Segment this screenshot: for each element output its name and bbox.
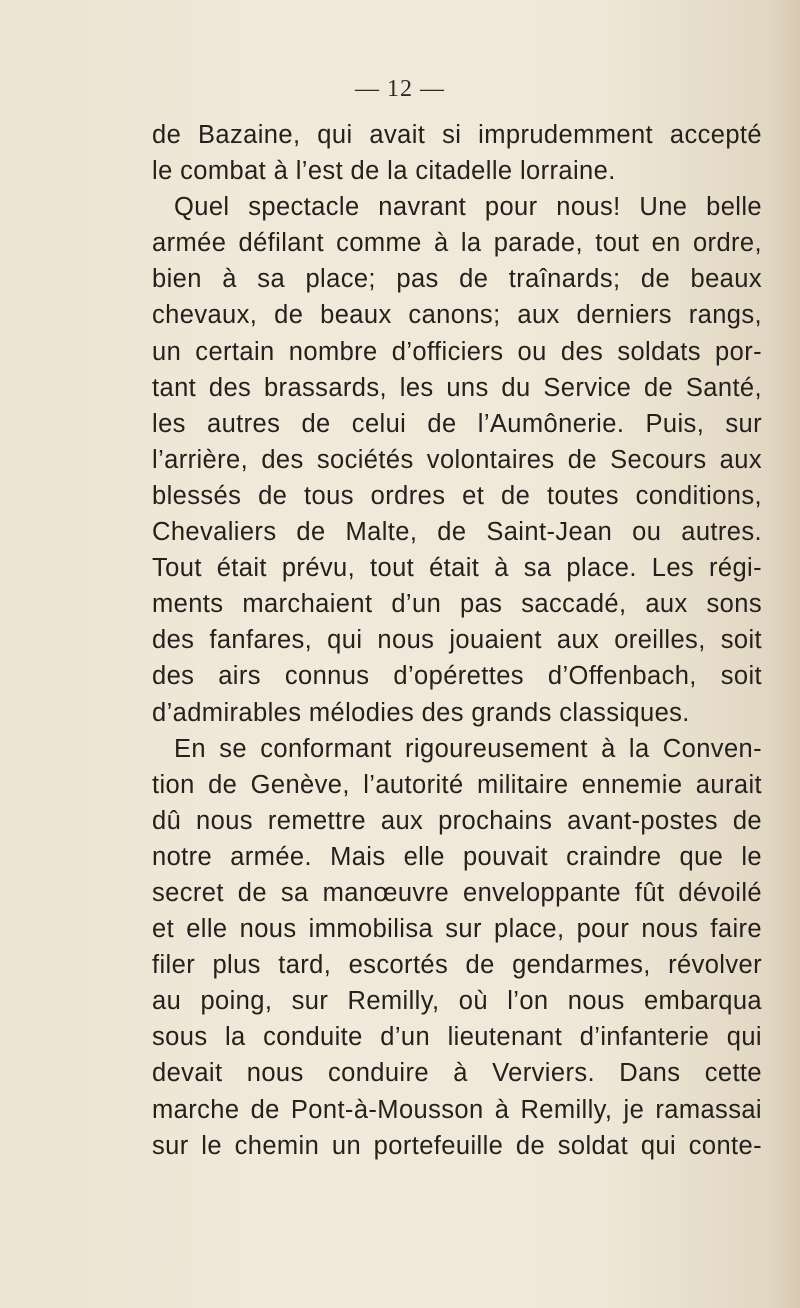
text-line: En se conformant rigoureusement à la Conven-	[174, 734, 762, 763]
text-line: tion de Genève, l’autorité militaire ennemie aurait	[152, 770, 762, 799]
text-line: le combat à l’est de la citadelle lorraine.	[152, 157, 616, 186]
text-line: marche de Pont-à-Mousson à Remilly, je ramassai	[152, 1095, 762, 1124]
text-line: secret de sa manœuvre enveloppante fût dévoilé	[152, 878, 762, 907]
text-line: devait nous conduire à Verviers. Dans cette	[152, 1059, 762, 1088]
text-line: des fanfares, qui nous jouaient aux oreilles, soit	[152, 626, 762, 655]
text-line: tant des brassards, les uns du Service de Santé,	[152, 373, 762, 402]
text-line: un certain nombre d’officiers ou des soldats por-	[152, 337, 762, 366]
text-line: notre armée. Mais elle pouvait craindre que le	[152, 842, 762, 871]
text-line: l’arrière, des sociétés volontaires de Secours aux	[152, 445, 762, 474]
text-line: et elle nous immobilisa sur place, pour nous faire	[152, 915, 762, 944]
text-line: les autres de celui de l’Aumônerie. Puis, sur	[152, 409, 762, 438]
text-line: de Bazaine, qui avait si imprudemment accepté	[152, 121, 762, 149]
text-line: des airs connus d’opérettes d’Offenbach, soit	[152, 662, 762, 691]
text-line: bien à sa place; pas de traînards; de beaux	[152, 265, 762, 294]
text-line: chevaux, de beaux canons; aux derniers rangs,	[152, 301, 762, 330]
text-line: Tout était prévu, tout était à sa place. Les régi-	[152, 554, 762, 583]
text-line: filer plus tard, escortés de gendarmes, révolver	[152, 951, 762, 980]
text-line: au poing, sur Remilly, où l’on nous embarqua	[152, 987, 762, 1016]
text-line: ments marchaient d’un pas saccadé, aux sons	[152, 590, 762, 619]
text-line: sous la conduite d’un lieutenant d’infanterie qui	[152, 1023, 762, 1052]
text-line: Chevaliers de Malte, de Saint-Jean ou autres.	[152, 518, 762, 547]
text-line: dû nous remettre aux prochains avant-postes de	[152, 806, 762, 835]
page-number: — 12 —	[355, 76, 445, 102]
text-line: Quel spectacle navrant pour nous! Une belle	[174, 193, 762, 222]
text-line: blessés de tous ordres et de toutes conditions,	[152, 481, 762, 510]
text-line: d’admirables mélodies des grands classiques.	[152, 698, 690, 727]
text-line: sur le chemin un portefeuille de soldat qui conte-	[152, 1131, 762, 1160]
text-line: armée défilant comme à la parade, tout en ordre,	[152, 229, 762, 258]
body-text	[152, 117, 762, 1164]
